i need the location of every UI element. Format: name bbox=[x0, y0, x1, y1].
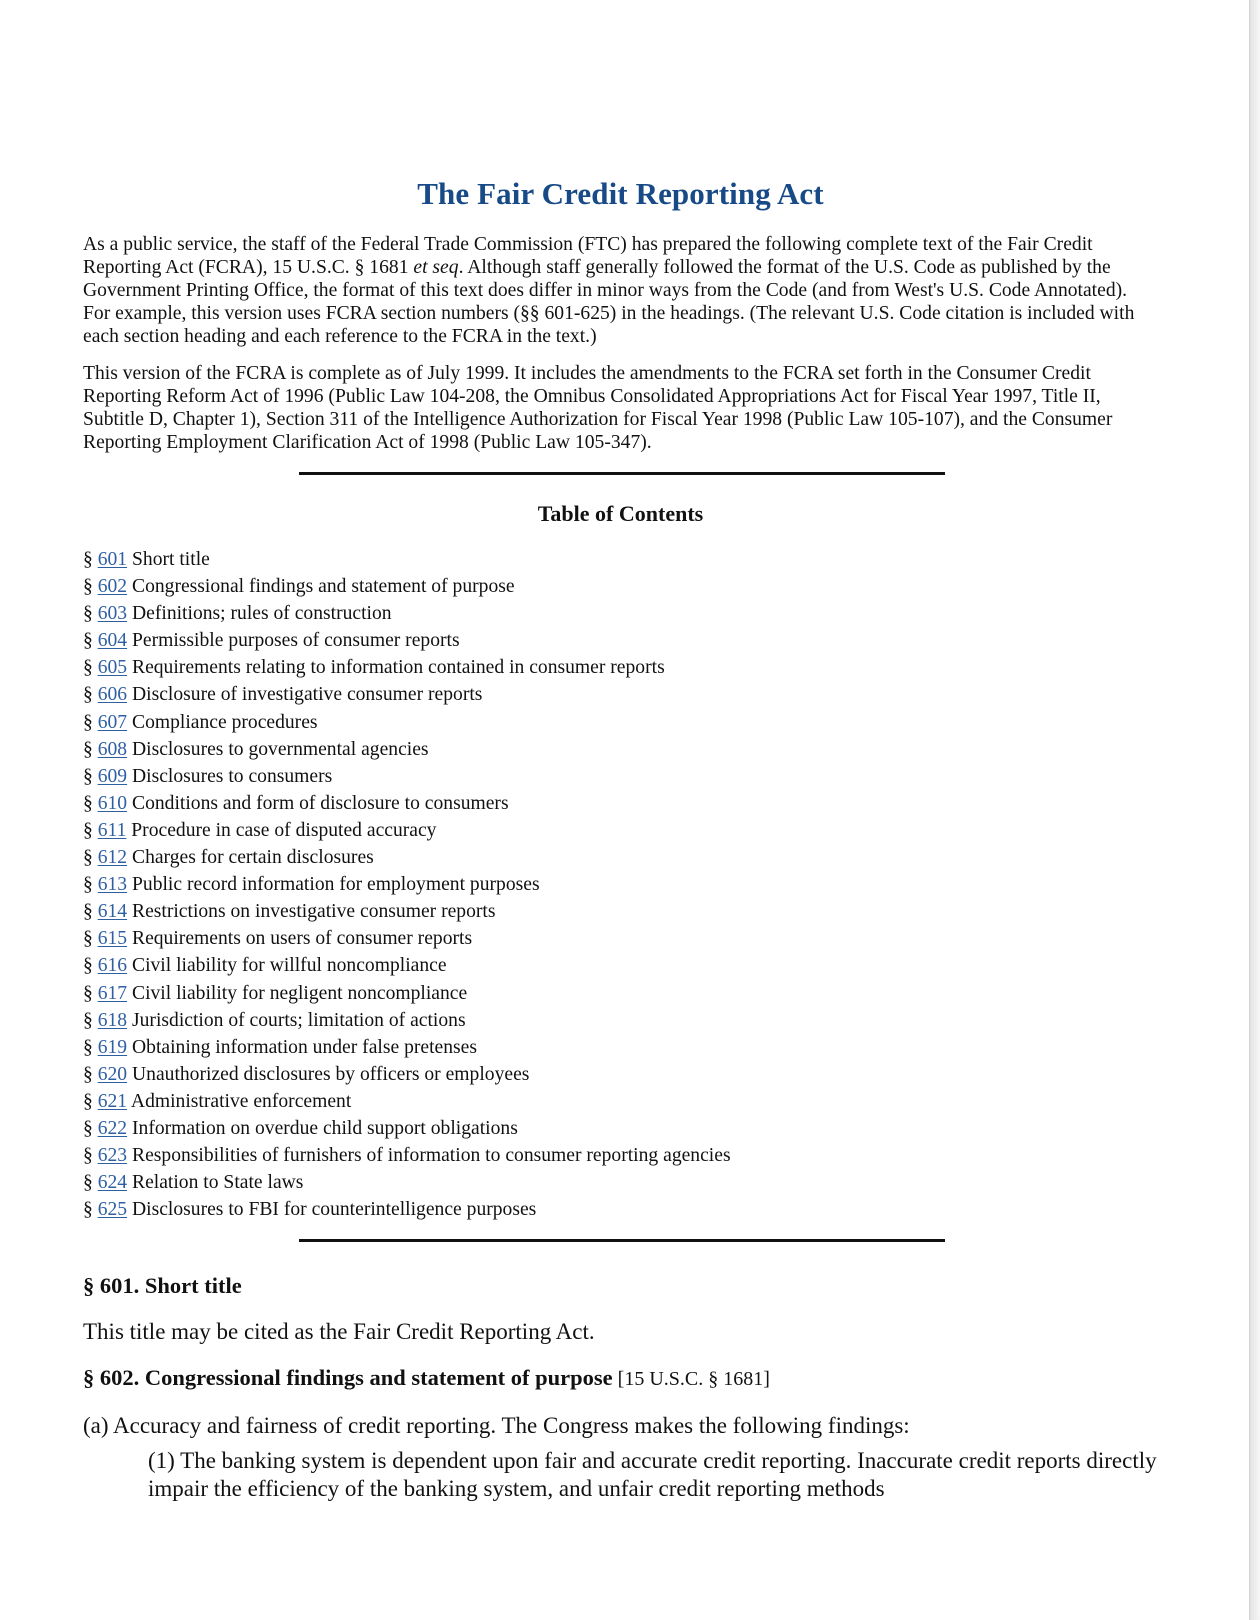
toc-item-title: Requirements relating to information contained in consumer reports bbox=[132, 657, 665, 679]
toc-link-616[interactable]: 616 bbox=[97, 955, 128, 977]
toc-section-symbol: § bbox=[83, 928, 93, 950]
toc-link-619[interactable]: 619 bbox=[97, 1036, 128, 1058]
toc-item-title: Civil liability for willful noncompliance bbox=[132, 955, 447, 977]
toc-item bbox=[83, 952, 1158, 979]
toc-link-624[interactable]: 624 bbox=[97, 1172, 128, 1194]
toc-item bbox=[83, 1007, 1158, 1034]
toc-item bbox=[83, 844, 1158, 871]
toc-item bbox=[83, 1115, 1158, 1142]
toc-item-title: Public record information for employment purposes bbox=[132, 874, 540, 896]
toc-item bbox=[83, 1061, 1158, 1088]
toc-section-symbol: § bbox=[83, 549, 93, 570]
section-602-title: § 602. Congressional findings and statement of purpose bbox=[83, 1365, 613, 1391]
toc-section-symbol: § bbox=[83, 1199, 93, 1221]
intro-italic-et-seq: et seq bbox=[413, 257, 459, 278]
toc-link-606[interactable]: 606 bbox=[97, 684, 128, 706]
toc-section-symbol: § bbox=[83, 1063, 93, 1085]
toc-section-symbol: § bbox=[83, 1145, 93, 1167]
toc-section-symbol: § bbox=[83, 684, 93, 706]
toc-item-title: Charges for certain disclosures bbox=[132, 847, 374, 869]
toc-item bbox=[83, 763, 1158, 790]
toc-item-title: Information on overdue child support obligations bbox=[132, 1117, 518, 1139]
toc-link-605[interactable]: 605 bbox=[97, 657, 128, 679]
toc-item bbox=[83, 1088, 1158, 1115]
toc-item bbox=[83, 654, 1158, 681]
toc-link-613[interactable]: 613 bbox=[97, 874, 128, 896]
toc-item-title: Disclosures to consumers bbox=[132, 765, 333, 787]
toc-item-title: Civil liability for negligent noncompliance bbox=[132, 982, 468, 1004]
toc-item bbox=[83, 790, 1158, 817]
toc-section-symbol: § bbox=[83, 1117, 93, 1139]
table-of-contents bbox=[83, 546, 1158, 1223]
toc-section-symbol: § bbox=[83, 1172, 93, 1194]
toc-section-symbol: § bbox=[83, 982, 93, 1004]
toc-item bbox=[83, 1169, 1158, 1196]
toc-item-title: Requirements on users of consumer reports bbox=[132, 928, 473, 950]
toc-link-609[interactable]: 609 bbox=[97, 765, 128, 787]
toc-section-symbol: § bbox=[83, 847, 93, 869]
toc-item bbox=[83, 925, 1158, 952]
section-602-heading bbox=[83, 1363, 1158, 1394]
toc-link-603[interactable]: 603 bbox=[97, 603, 128, 625]
toc-item bbox=[83, 871, 1158, 898]
toc-link-604[interactable]: 604 bbox=[97, 630, 128, 652]
toc-section-symbol: § bbox=[83, 874, 93, 896]
toc-item-title: Jurisdiction of courts; limitation of actions bbox=[132, 1009, 466, 1031]
toc-item-title: Congressional findings and statement of purpose bbox=[132, 576, 515, 598]
toc-item bbox=[83, 736, 1158, 763]
toc-item-title: Restrictions on investigative consumer reports bbox=[132, 901, 496, 923]
toc-item-title: Disclosure of investigative consumer reports bbox=[132, 684, 483, 706]
toc-link-620[interactable]: 620 bbox=[97, 1063, 128, 1085]
document-title: The Fair Credit Reporting Act bbox=[417, 176, 824, 211]
section-602-paragraph-1: (1) The banking system is dependent upon fair and accurate credit reporting. Inaccurate credit reports directly impair the efficiency of the banking system, and unfair credit reporting methods bbox=[148, 1448, 1157, 1502]
toc-item-title: Procedure in case of disputed accuracy bbox=[131, 819, 437, 841]
toc-item bbox=[83, 817, 1158, 844]
toc-section-symbol: § bbox=[83, 1036, 93, 1058]
toc-section-symbol: § bbox=[83, 657, 93, 679]
toc-link-601[interactable]: 601 bbox=[97, 549, 128, 570]
section-602-citation: [15 U.S.C. § 1681] bbox=[612, 1368, 770, 1391]
toc-link-608[interactable]: 608 bbox=[97, 738, 128, 760]
toc-item bbox=[83, 600, 1158, 627]
toc-section-symbol: § bbox=[83, 792, 93, 814]
toc-link-602[interactable]: 602 bbox=[97, 576, 128, 598]
intro-text-part-2: . Although staff generally followed the format of the U.S. Code as published by the Government Printing Office, the format of this text does differ in minor ways from the Code (and from West's U.S. Code Annotated). For example, this version uses FCRA section numbers (§§ 601-625) in the headings. (The relevant U.S. Code citation is included with each section heading and each reference to the FCRA in the text.) bbox=[83, 257, 1135, 347]
toc-item bbox=[83, 1196, 1158, 1223]
toc-item-title: Responsibilities of furnishers of information to consumer reporting agencies bbox=[132, 1145, 731, 1167]
toc-item bbox=[83, 1034, 1158, 1061]
toc-link-623[interactable]: 623 bbox=[97, 1145, 128, 1167]
toc-section-symbol: § bbox=[83, 603, 93, 625]
toc-link-625[interactable]: 625 bbox=[97, 1199, 128, 1221]
page-edge-shadow bbox=[1249, 0, 1260, 1620]
toc-item-title: Conditions and form of disclosure to consumers bbox=[132, 792, 509, 814]
intro-text-part-1: As a public service, the staff of the Federal Trade Commission (FTC) has prepared the following complete text of the Fair Credit Reporting Act (FCRA), 15 U.S.C. § 1681 bbox=[83, 234, 1093, 278]
toc-item-title: Definitions; rules of construction bbox=[132, 603, 392, 625]
toc-link-621[interactable]: 621 bbox=[97, 1090, 128, 1112]
toc-section-symbol: § bbox=[83, 955, 93, 977]
section-601-text: This title may be cited as the Fair Credit Reporting Act. bbox=[83, 1319, 595, 1345]
toc-item bbox=[83, 709, 1158, 736]
toc-link-611[interactable]: 611 bbox=[97, 819, 127, 841]
toc-item-title: Compliance procedures bbox=[132, 711, 318, 733]
section-601-heading: § 601. Short title bbox=[83, 1273, 242, 1299]
toc-item bbox=[83, 573, 1158, 600]
document-page bbox=[83, 174, 1158, 1503]
toc-item-title: Permissible purposes of consumer reports bbox=[132, 630, 460, 652]
toc-section-symbol: § bbox=[83, 711, 93, 733]
toc-section-symbol: § bbox=[83, 1090, 93, 1112]
toc-link-617[interactable]: 617 bbox=[97, 982, 128, 1004]
toc-link-614[interactable]: 614 bbox=[97, 901, 128, 923]
toc-item-title: Disclosures to FBI for counterintelligence purposes bbox=[132, 1199, 537, 1221]
intro-paragraph-2: This version of the FCRA is complete as of July 1999. It includes the amendments to the FCRA set forth in the Consumer Credit Reporting Reform Act of 1996 (Public Law 104-208, the Omnibus Consolidated Appropriations Act for Fiscal Year 1997, Title II, Subtitle D, Chapter 1), Section 311 of the Intelligence Authorization for Fiscal Year 1998 (Public Law 105-107), and the Consumer Reporting Employment Clarification Act of 1998 (Public Law 105-347). bbox=[83, 363, 1113, 453]
toc-section-symbol: § bbox=[83, 819, 93, 841]
divider-bottom bbox=[299, 1239, 945, 1242]
toc-link-622[interactable]: 622 bbox=[97, 1117, 128, 1139]
toc-section-symbol: § bbox=[83, 765, 93, 787]
toc-item bbox=[83, 546, 1158, 573]
toc-item bbox=[83, 681, 1158, 708]
toc-item-title: Administrative enforcement bbox=[130, 1090, 352, 1112]
toc-item bbox=[83, 898, 1158, 925]
toc-link-610[interactable]: 610 bbox=[97, 792, 128, 814]
toc-link-612[interactable]: 612 bbox=[97, 847, 128, 869]
divider-top bbox=[299, 472, 945, 475]
toc-section-symbol: § bbox=[83, 901, 93, 923]
toc-link-615[interactable]: 615 bbox=[97, 928, 128, 950]
toc-item bbox=[83, 627, 1158, 654]
toc-heading: Table of Contents bbox=[537, 501, 704, 526]
toc-item-title: Disclosures to governmental agencies bbox=[132, 738, 429, 760]
toc-link-618[interactable]: 618 bbox=[97, 1009, 128, 1031]
toc-link-607[interactable]: 607 bbox=[97, 711, 128, 733]
toc-item bbox=[83, 980, 1158, 1007]
toc-item-title: Unauthorized disclosures by officers or employees bbox=[132, 1063, 530, 1085]
toc-section-symbol: § bbox=[83, 576, 93, 598]
toc-item bbox=[83, 1142, 1158, 1169]
toc-item-title: Obtaining information under false pretenses bbox=[132, 1036, 477, 1058]
toc-section-symbol: § bbox=[83, 1009, 93, 1031]
toc-item-title: Relation to State laws bbox=[132, 1172, 304, 1194]
toc-item-title: Short title bbox=[132, 549, 210, 570]
toc-section-symbol: § bbox=[83, 738, 93, 760]
toc-section-symbol: § bbox=[83, 630, 93, 652]
section-602-paragraph-a: (a) Accuracy and fairness of credit reporting. The Congress makes the following findings: bbox=[83, 1413, 910, 1439]
intro-paragraph-1 bbox=[83, 233, 1158, 348]
